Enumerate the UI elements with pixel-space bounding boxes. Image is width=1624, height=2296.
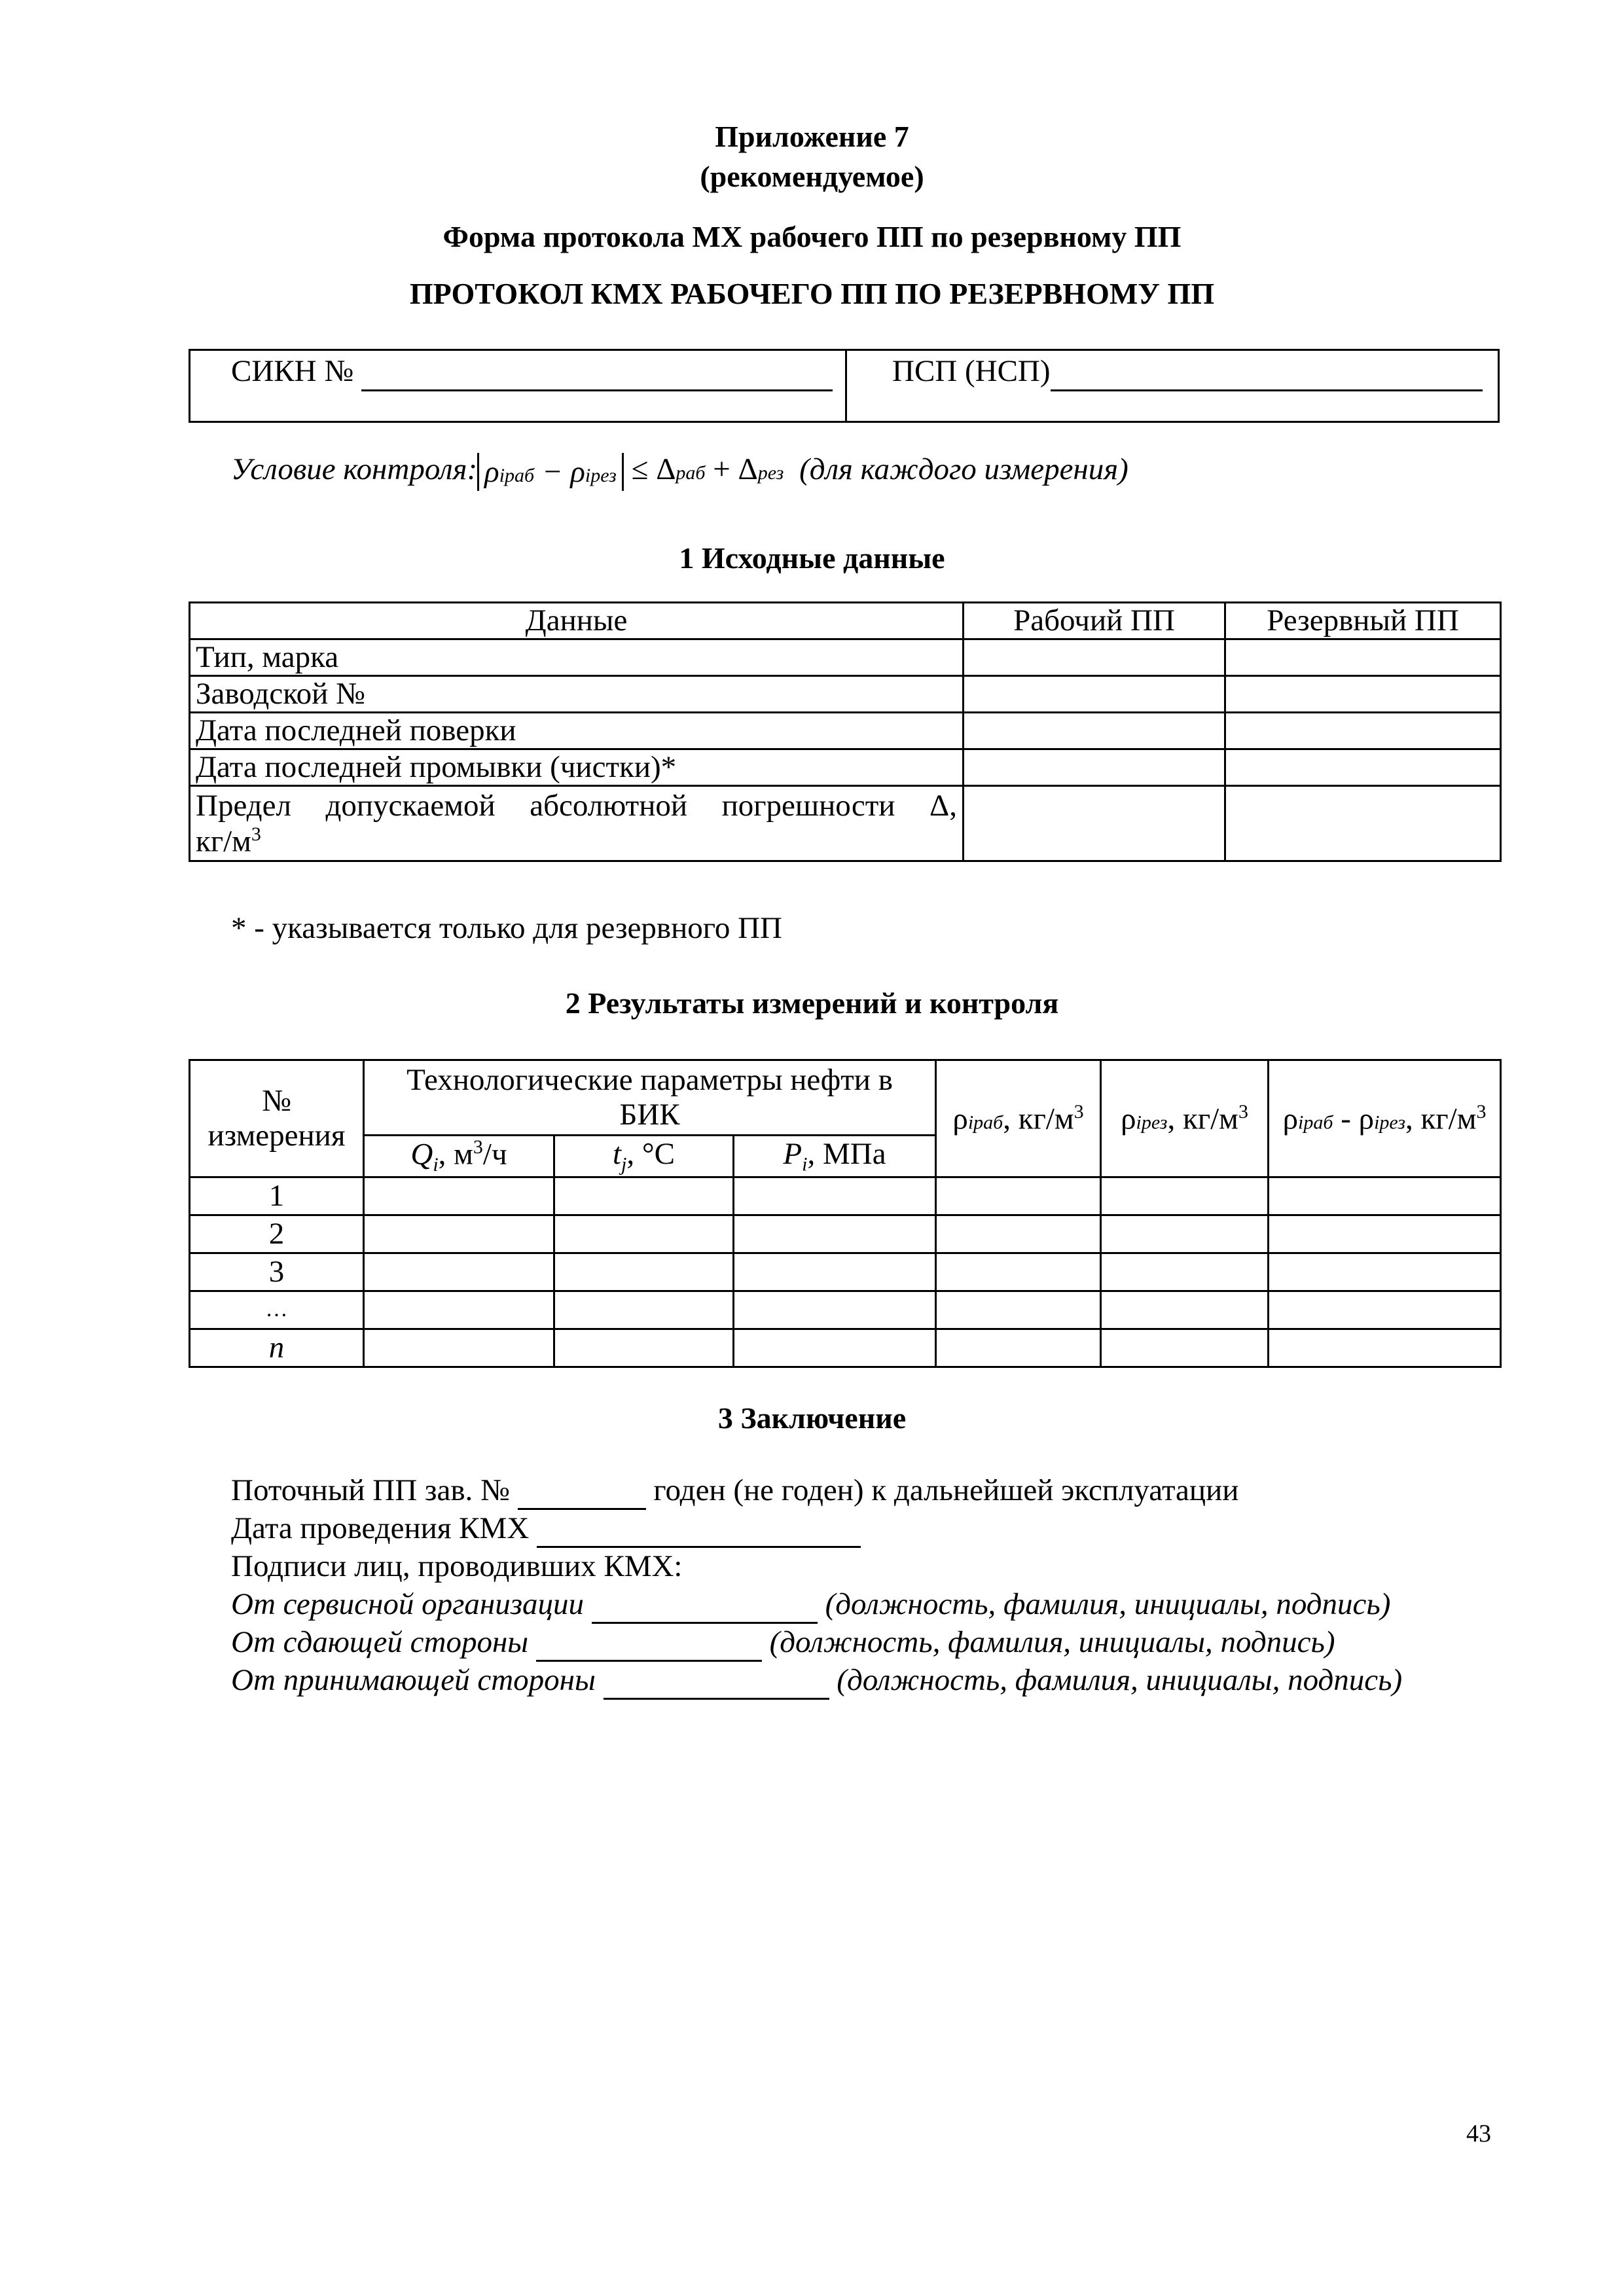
delta-symbol: Δ	[656, 452, 676, 486]
appendix-subtitle: (рекомендуемое)	[700, 160, 924, 193]
conclusion-line-3: Подписи лиц, проводивших КМХ:	[231, 1549, 683, 1583]
service-org-label: От сервисной организации	[231, 1587, 585, 1621]
col-no-symbol: №	[262, 1084, 291, 1119]
data-cell[interactable]	[1269, 1253, 1501, 1291]
table-row	[190, 1329, 1501, 1367]
table-row	[190, 713, 1501, 749]
data-cell[interactable]	[1101, 1291, 1269, 1329]
kmx-date-label: Дата проведения КМХ	[231, 1511, 530, 1545]
col-header-flow	[364, 1136, 554, 1177]
reserve-cell[interactable]	[1225, 786, 1501, 861]
data-cell[interactable]	[936, 1177, 1101, 1215]
conclusion-meter-label: Поточный ПП зав. №	[231, 1473, 510, 1507]
delta-symbol-2: Δ	[738, 452, 758, 486]
col-header-rho-diff	[1269, 1060, 1501, 1177]
table-row	[190, 639, 1501, 676]
appendix-title: Приложение 7	[715, 120, 909, 153]
rho-symbol-2: ρ	[570, 455, 585, 490]
minus-sign: −	[541, 455, 563, 490]
data-cell[interactable]	[364, 1253, 554, 1291]
q-unit2: /ч	[482, 1137, 507, 1172]
measurement-results-table	[189, 1059, 1502, 1368]
conclusion-verdict: годен (не годен) к дальнейшей эксплуатации	[653, 1473, 1239, 1507]
col-header-reserve: Резервный ПП	[1225, 603, 1501, 639]
reserve-cell[interactable]	[1225, 749, 1501, 786]
plus-sign: +	[713, 452, 731, 486]
reserve-cell[interactable]	[1225, 676, 1501, 713]
data-cell[interactable]	[364, 1329, 554, 1367]
row-number: 2	[190, 1215, 364, 1253]
row-label: Заводской №	[190, 676, 964, 713]
data-cell[interactable]	[1269, 1329, 1501, 1367]
protocol-title: ПРОТОКОЛ КМХ РАБОЧЕГО ПП ПО РЕЗЕРВНОМУ ПП	[409, 277, 1215, 310]
le-sign: ≤	[631, 452, 649, 486]
conclusion-line-2	[231, 1511, 861, 1548]
t-unit: , °C	[626, 1136, 676, 1171]
error-limit-unit: кг/м	[196, 824, 251, 859]
error-limit-line1: Предел допускаемой абсолютной погрешности Δ,	[196, 788, 957, 823]
error-limit-line2	[196, 823, 957, 859]
box-divider	[845, 351, 847, 421]
q-unit: , м	[438, 1137, 473, 1172]
data-cell[interactable]	[1269, 1291, 1501, 1329]
row-label: Дата последней поверки	[190, 713, 964, 749]
row-number: …	[190, 1291, 364, 1329]
data-cell[interactable]	[1101, 1329, 1269, 1367]
data-cell[interactable]	[1269, 1177, 1501, 1215]
data-cell[interactable]	[734, 1253, 936, 1291]
table-row	[190, 786, 1501, 861]
row-number: 3	[190, 1253, 364, 1291]
rho-sub-rab: iраб	[499, 465, 535, 487]
rho-unit: , кг/м	[1003, 1102, 1074, 1136]
rho-symbol: ρ	[1121, 1102, 1136, 1136]
data-cell[interactable]	[734, 1291, 936, 1329]
rho-unit: , кг/м	[1167, 1102, 1238, 1136]
receiving-party-label: От принимающей стороны	[231, 1663, 596, 1697]
rho-symbol: ρ	[952, 1102, 968, 1136]
col-header-temperature	[554, 1136, 734, 1177]
conclusion-line-4	[231, 1587, 1390, 1624]
working-cell[interactable]	[964, 676, 1225, 713]
data-cell[interactable]	[364, 1177, 554, 1215]
section2-title: 2 Результаты измерений и контроля	[565, 986, 1059, 1020]
section3-title: 3 Заключение	[717, 1401, 907, 1435]
data-cell[interactable]	[734, 1177, 936, 1215]
data-cell[interactable]	[554, 1177, 734, 1215]
data-cell[interactable]	[1101, 1177, 1269, 1215]
signature-note: (должность, фамилия, инициалы, подпись)	[769, 1625, 1335, 1659]
condition-suffix: (для каждого измерения)	[799, 452, 1128, 486]
psp-blank	[1051, 353, 1483, 391]
col-no-label: измерения	[208, 1118, 346, 1153]
rho-sup: 3	[1074, 1100, 1084, 1122]
data-cell[interactable]	[364, 1291, 554, 1329]
data-cell[interactable]	[554, 1253, 734, 1291]
data-cell[interactable]	[734, 1215, 936, 1253]
col-header-rho-rab	[936, 1060, 1101, 1177]
handing-party-label: От сдающей стороны	[231, 1625, 529, 1659]
sikn-blank	[361, 353, 833, 391]
p-unit: , МПа	[807, 1136, 886, 1171]
table-header-row	[190, 1060, 1501, 1136]
table-row	[190, 1291, 1501, 1329]
data-cell[interactable]	[1269, 1215, 1501, 1253]
data-cell[interactable]	[1101, 1253, 1269, 1291]
col-header-pressure	[734, 1136, 936, 1177]
psp-label: ПСП (НСП)	[892, 354, 1051, 388]
col-header-working: Рабочий ПП	[964, 603, 1225, 639]
row-number: 1	[190, 1177, 364, 1215]
row-number: n	[190, 1329, 364, 1367]
table-row	[190, 749, 1501, 786]
sikn-label: СИКН №	[231, 354, 354, 388]
source-data-table	[189, 601, 1502, 862]
psp-field	[892, 353, 1483, 391]
page-number: 43	[1466, 2120, 1491, 2147]
rho-sup: 3	[1476, 1100, 1487, 1122]
table-row	[190, 1177, 1501, 1215]
section1-title: 1 Исходные данные	[679, 541, 945, 575]
rho-sup: 3	[1238, 1100, 1248, 1122]
rho-diff-minus: - ρ	[1333, 1102, 1375, 1136]
data-cell[interactable]	[364, 1215, 554, 1253]
meter-number-blank[interactable]	[518, 1473, 646, 1510]
form-title: Форма протокола МХ рабочего ПП по резервному ПП	[442, 220, 1182, 253]
working-cell[interactable]	[964, 749, 1225, 786]
table-row	[190, 676, 1501, 713]
condition-label: Условие контроля:	[231, 452, 478, 486]
col-header-process-params: Технологические параметры нефти в БИК	[364, 1060, 936, 1136]
row-label: Дата последней промывки (чистки)*	[190, 749, 964, 786]
delta-sub-rez: рез	[757, 462, 784, 484]
conclusion-line-6	[231, 1662, 1402, 1700]
data-cell[interactable]	[936, 1329, 1101, 1367]
col-header-measurement-no	[190, 1060, 364, 1177]
signature-note: (должность, фамилия, инициалы, подпись)	[825, 1587, 1391, 1621]
working-cell[interactable]	[964, 639, 1225, 676]
sikn-field	[231, 353, 833, 391]
p-symbol: P	[783, 1136, 803, 1171]
data-cell[interactable]	[936, 1215, 1101, 1253]
working-cell[interactable]	[964, 786, 1225, 861]
data-cell[interactable]	[734, 1329, 936, 1367]
q-sup: 3	[473, 1136, 483, 1158]
signature-note: (должность, фамилия, инициалы, подпись)	[837, 1663, 1403, 1697]
p-sub: i	[802, 1153, 808, 1175]
data-cell[interactable]	[554, 1329, 734, 1367]
row-label-error-limit	[190, 786, 964, 861]
rho-rez-sub: iрез	[1136, 1111, 1168, 1134]
t-symbol: t	[612, 1136, 622, 1171]
handing-party-signature-blank[interactable]	[536, 1624, 762, 1662]
kmx-date-blank[interactable]	[537, 1511, 861, 1548]
row-label: Тип, марка	[190, 639, 964, 676]
rho-rez-sub: iрез	[1374, 1111, 1406, 1134]
rho-unit: , кг/м	[1405, 1102, 1477, 1136]
table-header-row	[190, 603, 1501, 639]
data-cell[interactable]	[1101, 1215, 1269, 1253]
data-cell[interactable]	[554, 1291, 734, 1329]
rho-symbol: ρ	[1282, 1102, 1299, 1136]
receiving-party-signature-blank[interactable]	[604, 1662, 829, 1700]
rho-rab-sub: iраб	[967, 1111, 1003, 1134]
control-condition	[231, 452, 1128, 491]
rho-symbol: ρ	[484, 455, 499, 490]
rho-sub-rez: iрез	[585, 465, 617, 487]
error-limit-sup: 3	[251, 823, 261, 845]
working-cell[interactable]	[964, 713, 1225, 749]
table-row	[190, 1253, 1501, 1291]
service-org-signature-blank[interactable]	[592, 1587, 818, 1624]
col-header-rho-rez	[1101, 1060, 1269, 1177]
reserve-cell[interactable]	[1225, 639, 1501, 676]
table-row	[190, 1215, 1501, 1253]
reserve-cell[interactable]	[1225, 713, 1501, 749]
condition-formula-abs	[477, 453, 624, 491]
q-symbol: Q	[410, 1137, 433, 1172]
delta-sub-rab: раб	[676, 462, 706, 484]
conclusion-line-1	[231, 1473, 1238, 1510]
conclusion-line-5	[231, 1624, 1335, 1662]
t-sub: j	[621, 1153, 627, 1175]
col-header-data: Данные	[190, 603, 964, 639]
footnote: * - указывается только для резервного ПП	[231, 911, 782, 945]
data-cell[interactable]	[936, 1253, 1101, 1291]
q-sub: i	[433, 1154, 439, 1176]
rho-rab-sub: iраб	[1298, 1111, 1333, 1134]
data-cell[interactable]	[554, 1215, 734, 1253]
identification-box	[189, 349, 1500, 423]
data-cell[interactable]	[936, 1291, 1101, 1329]
